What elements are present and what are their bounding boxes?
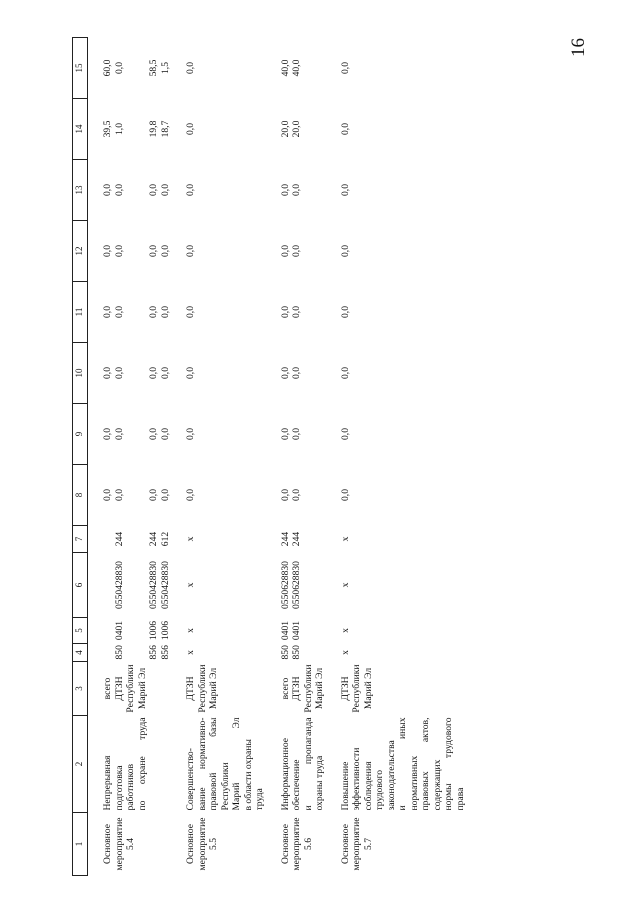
text-line: 5.7 — [362, 838, 374, 850]
value-col-11: 0,0 — [102, 306, 113, 318]
value-col-8: 0,0 — [185, 489, 196, 501]
activity-name — [280, 716, 326, 813]
text-line: мероприятие — [351, 817, 362, 871]
grbs-code: 856 — [148, 645, 159, 660]
gap-cell — [266, 38, 280, 876]
value-col-11: 0,0 — [291, 306, 302, 318]
text-line: в области охраны — [242, 739, 254, 811]
rzpr-code: x — [339, 628, 351, 633]
csr-code: 0550628830 — [291, 561, 302, 609]
text-line: Марий Эл — [136, 667, 148, 710]
row-gap — [326, 38, 340, 876]
grbs-code — [102, 644, 114, 662]
header-col-1: 1 — [73, 813, 88, 876]
page-number: 16 — [568, 38, 589, 57]
text-line: нормы трудового — [443, 717, 454, 811]
text-line: Основное — [185, 824, 196, 864]
csr-code: 0550628830 — [279, 561, 291, 609]
value-col-14: 0,0 — [185, 123, 196, 135]
table-row — [185, 38, 266, 876]
table-row — [102, 38, 114, 876]
executor — [114, 662, 149, 716]
value-col-8: 0,0 — [279, 489, 291, 501]
vr-code: 244 — [291, 531, 302, 547]
vr-code: 612 — [159, 531, 171, 547]
rzpr-code: 1006 — [148, 620, 159, 641]
text-line: всего — [279, 677, 291, 700]
value-col-15: 1,5 — [159, 62, 171, 74]
value-col-12: 0,0 — [291, 245, 302, 257]
activity-label — [340, 813, 467, 876]
value-col-9: 0,0 — [339, 428, 351, 440]
value-col-9: 0,0 — [102, 428, 113, 440]
executor — [280, 662, 292, 716]
rzpr-code: x — [185, 628, 196, 633]
value-col-11: 0,0 — [159, 306, 171, 318]
text-line: охраны труда — [314, 755, 325, 811]
executor — [291, 662, 326, 716]
text-line: ДТЗН — [113, 676, 125, 701]
text-line: труда — [254, 788, 265, 811]
activity-label — [102, 813, 171, 876]
value-col-10: 0,0 — [279, 367, 291, 379]
text-line: ДТЗН — [339, 676, 351, 701]
value-col-14: 20,0 — [291, 120, 302, 138]
activity-label — [185, 813, 266, 876]
header-col-11: 11 — [73, 282, 88, 343]
text-line: Непрерывная — [102, 755, 113, 811]
text-line: мероприятие — [196, 817, 208, 871]
text-line: Марий Эл — [362, 667, 374, 710]
value-col-15: 0,0 — [339, 62, 351, 74]
header-col-15: 15 — [73, 38, 88, 99]
text-line: подготовка — [113, 765, 125, 811]
value-col-14: 18,7 — [159, 120, 171, 138]
text-line: правовых актов, — [420, 717, 431, 811]
header-col-14: 14 — [73, 99, 88, 160]
rzpr-code: 0401 — [113, 620, 125, 641]
value-col-15: 0,0 — [113, 62, 125, 74]
value-col-12: 0,0 — [279, 245, 291, 257]
executor — [148, 662, 160, 716]
table-row — [280, 38, 292, 876]
text-line: и иных — [397, 717, 408, 811]
text-line: мероприятие — [291, 817, 302, 871]
value-col-14: 20,0 — [279, 120, 291, 138]
grbs-code: x — [339, 650, 351, 655]
text-line: 5.6 — [302, 838, 314, 850]
value-col-13: 0,0 — [148, 184, 159, 196]
value-col-13: 0,0 — [339, 184, 351, 196]
executor — [185, 662, 266, 716]
value-col-10: 0,0 — [339, 367, 351, 379]
header-col-13: 13 — [73, 160, 88, 221]
header-col-7: 7 — [73, 526, 88, 553]
header-col-3: 3 — [73, 662, 88, 716]
csr-code — [102, 553, 114, 618]
value-col-9: 0,0 — [291, 428, 302, 440]
text-line: эффективности — [351, 747, 362, 811]
text-line: Республики — [125, 664, 136, 713]
vr-code: x — [185, 536, 196, 542]
executor — [340, 662, 467, 716]
value-col-14: 0,0 — [339, 123, 351, 135]
value-col-15: 40,0 — [291, 59, 302, 77]
value-col-12: 0,0 — [113, 245, 125, 257]
text-line: Совершенство- — [185, 748, 196, 811]
text-line: ДТЗН — [291, 676, 302, 701]
header-col-6: 6 — [73, 553, 88, 618]
header-col-4: 4 — [73, 644, 88, 662]
gap-cell — [171, 38, 185, 876]
value-col-8: 0,0 — [113, 489, 125, 501]
header-col-2: 2 — [73, 716, 88, 813]
executor — [102, 662, 114, 716]
table-body — [88, 38, 467, 876]
grbs-code: 850 — [291, 645, 302, 660]
rzpr-code: 0401 — [291, 620, 302, 641]
row-gap — [266, 38, 280, 876]
text-line: правовой базы — [208, 717, 219, 811]
value-col-13: 0,0 — [291, 184, 302, 196]
text-line: Марий Эл — [208, 667, 219, 710]
value-col-8: 0,0 — [148, 489, 159, 501]
value-col-11: 0,0 — [113, 306, 125, 318]
value-col-10: 0,0 — [113, 367, 125, 379]
table-row — [340, 38, 467, 876]
csr-code: x — [339, 582, 351, 588]
value-col-9: 0,0 — [113, 428, 125, 440]
text-line: Основное — [102, 824, 113, 864]
value-col-15: 60,0 — [102, 59, 113, 77]
vr-code: 244 — [279, 531, 291, 547]
value-col-9: 0,0 — [279, 428, 291, 440]
text-line: и пропаганда — [302, 717, 314, 811]
vr-code — [102, 526, 114, 553]
value-col-13: 0,0 — [159, 184, 171, 196]
activity-name — [102, 716, 171, 813]
text-line: Информационное — [279, 738, 291, 811]
vr-code: x — [339, 536, 351, 542]
budget-table — [72, 37, 466, 876]
value-col-11: 0,0 — [148, 306, 159, 318]
gap-cell — [326, 38, 340, 876]
text-line: законодательства — [385, 740, 397, 811]
executor — [160, 662, 172, 716]
value-col-11: 0,0 — [279, 306, 291, 318]
text-line: ДТЗН — [185, 676, 196, 701]
header-col-10: 10 — [73, 343, 88, 404]
value-col-12: 0,0 — [339, 245, 351, 257]
value-col-8: 0,0 — [339, 489, 351, 501]
text-line: Марий Эл — [314, 667, 325, 710]
text-line: обеспечение — [291, 759, 302, 811]
text-line: Основное — [279, 824, 291, 864]
rzpr-code: 0401 — [279, 620, 291, 641]
value-col-10: 0,0 — [159, 367, 171, 379]
grbs-code: 850 — [279, 645, 291, 660]
vr-code: 244 — [148, 531, 159, 547]
text-line: права — [454, 787, 466, 811]
value-col-10: 0,0 — [185, 367, 196, 379]
value-col-12: 0,0 — [102, 245, 113, 257]
csr-code: x — [185, 582, 196, 588]
vr-code: 244 — [113, 531, 125, 547]
value-col-14: 39,5 — [102, 120, 113, 138]
header-row — [73, 38, 88, 876]
text-line: Основное — [339, 824, 351, 864]
activity-name — [185, 716, 266, 813]
value-col-10: 0,0 — [148, 367, 159, 379]
text-line: по охране труда — [136, 717, 148, 811]
value-col-12: 0,0 — [159, 245, 171, 257]
header-col-5: 5 — [73, 618, 88, 644]
value-col-15: 40,0 — [279, 59, 291, 77]
value-col-8: 0,0 — [102, 489, 113, 501]
rzpr-code — [102, 618, 114, 644]
gap-cell — [88, 38, 103, 876]
text-line: мероприятие — [113, 817, 125, 871]
value-col-9: 0,0 — [185, 428, 196, 440]
value-col-13: 0,0 — [113, 184, 125, 196]
activity-name — [340, 716, 467, 813]
csr-code: 0550428830 — [159, 561, 171, 609]
value-col-11: 0,0 — [185, 306, 196, 318]
text-line: работников — [125, 763, 136, 811]
row-gap — [88, 38, 103, 876]
text-line: Республики — [219, 762, 231, 811]
header-col-8: 8 — [73, 465, 88, 526]
text-line: содержащих — [431, 759, 443, 811]
row-gap — [171, 38, 185, 876]
text-line: нормативных — [408, 755, 420, 811]
value-col-11: 0,0 — [339, 306, 351, 318]
header-col-12: 12 — [73, 221, 88, 282]
text-line: вание нормативно- — [196, 717, 208, 811]
text-line: Республики — [196, 664, 208, 713]
value-col-15: 0,0 — [185, 62, 196, 74]
rzpr-code: 1006 — [159, 620, 171, 641]
value-col-15: 58,5 — [148, 59, 159, 77]
text-line: соблюдения — [362, 761, 374, 811]
activity-label — [280, 813, 326, 876]
csr-code: 0550428830 — [113, 561, 125, 609]
value-col-12: 0,0 — [148, 245, 159, 257]
text-line: Повышение — [339, 761, 351, 811]
grbs-code: 850 — [113, 645, 125, 660]
value-col-10: 0,0 — [291, 367, 302, 379]
rotated-table-area — [72, 38, 584, 876]
text-line: Марий Эл — [231, 717, 242, 811]
value-col-8: 0,0 — [159, 489, 171, 501]
grbs-code: x — [185, 650, 196, 655]
value-col-14: 1,0 — [113, 123, 125, 135]
text-line: Республики — [351, 664, 362, 713]
value-col-13: 0,0 — [185, 184, 196, 196]
value-col-9: 0,0 — [148, 428, 159, 440]
text-line: трудового — [374, 769, 385, 811]
value-col-13: 0,0 — [279, 184, 291, 196]
text-line: всего — [102, 677, 113, 700]
text-line: 5.4 — [125, 838, 136, 850]
csr-code: 0550428830 — [148, 561, 159, 609]
value-col-12: 0,0 — [185, 245, 196, 257]
text-line: 5.5 — [208, 838, 219, 850]
value-col-14: 19,8 — [148, 120, 159, 138]
value-col-13: 0,0 — [102, 184, 113, 196]
value-col-9: 0,0 — [159, 428, 171, 440]
header-col-9: 9 — [73, 404, 88, 465]
grbs-code: 856 — [159, 645, 171, 660]
text-line: Республики — [302, 664, 314, 713]
value-col-10: 0,0 — [102, 367, 113, 379]
value-col-8: 0,0 — [291, 489, 302, 501]
